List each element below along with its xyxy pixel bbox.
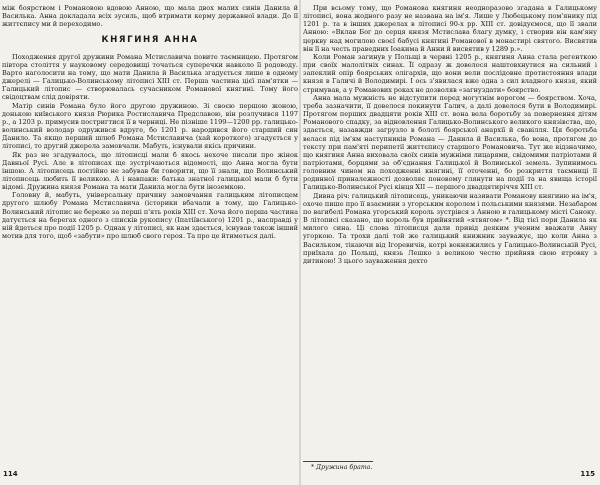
left-paragraph-4: Головну й, мабуть, універсальну причину замовчання галицьким літописцем другого шлюбу Романа Мстиславича (історики вбачали в тому, що Галицько-Волинський літопис не береже за перші п'ять років XIII ст. Хоча його перша частина датується на берегах одного з списків рукопису (Іпатіївського) 1201 р., насправді у ній йдеться про події 1205 р. Однак у літописі, як нам здається, існував також інший мотив для того, щоб «забути» про шлюб свого героя. Та про це йтиметься далі.	[2, 191, 298, 241]
footnote: * Дружина брата.	[311, 464, 373, 471]
footnote-divider	[303, 461, 373, 462]
left-page-text	[2, 4, 298, 240]
right-paragraph-2: Коли Роман загинув у Польщі в червні 1205 р., княгиня Анна стала регенткою при своїх малолітніх синах. Її одразу ж довелося наштовхнутися на сильний і запеклий опір боярських олігархів, що вони вели послідовне протистояння влади князя в Галичі й Володимирі. І ось з'явилася вже одна з сил владного князя, який стримував, а у Романових роках не дозволяв «загнуздати» боярство.	[303, 52, 597, 94]
right-paragraph-4: Дивна річ: галицький літописець, уникаючи називати Романову княгиню на ім'я, охоче пише про її взаємини з угорським королем і польськими князями. Незабаром по вагибелі Романа угорський король зустрівся з Анною в галицькому місті Саноку. В літописі сказано, що король був прийнятий «ятвягом» *. Від тієї пори Данила як милого сина. Ці слова літописця дали привід деяким ученим вважати Анну угоркою. Та трохи далі той же галицький книжник зауважує, що коли Анна з Васильком, тікаючи від Ігоревичів, котрі вокняжились у Галицько-Волинській Русі, приїхала до Польщі, князь Лешко з великою честю прийняв свою ятровку з дитиною! З цього зауваження дехто	[303, 191, 597, 265]
page-number-right: 115	[580, 470, 595, 478]
left-paragraph-2: Матір синів Романа було його другою дружиною. Зі своєю першою жоною, донькою київського князя Рюрика Ростиславича Предславою, він розлучився 1197 р., а 1203 р. примусив постригтися її в черниці. Не пізніше 1199—1200 рр. галицько-волинський володар одружився вдруге, бо 1201 р. народився його старший син Данило. Та якщо перший шлюб Романа Мстиславича (хай короткого) згадується у літописі, то другий джерела замовчали. Мабуть, існували якісь причини.	[2, 101, 298, 151]
left-paragraph-1: Походження другої дружини Романа Мстиславича повите таємницею. Протягом півтора століття у науковому середовищі точаться суперечки навколо її родоводу. Варто наголосити на тому, що мати Данила й Василька згадується лише в одному джерелі — Галицько-Волинському літописі XIII ст. Перша частина цієї пам'ятки — Галицький літопис — створювалась сучасником Романової княгині. Тому його свідоцтвам слід довіряти.	[2, 52, 298, 102]
chapter-title: КНЯГИНЯ АННА	[101, 35, 199, 46]
lead-paragraph: між боярством і Романовою вдовою Анною, що мала двох малих синів Данила й Василька. Анна докладала всіх зусиль, щоб втримати керму державної влади. До її життєпису ми й переходимо.	[2, 4, 298, 29]
left-page	[2, 4, 298, 478]
right-page	[303, 4, 597, 478]
right-page-text	[303, 4, 597, 265]
page-number-left: 114	[3, 470, 18, 478]
left-paragraph-3: Як раз не згадувалось, що літописці мали б якось нехоче писали про жінок Давньої Русі. Але в літописах ще зустрічаються відомості, що Анна могла бути іншою. А літописець постійно не забував би говорити, що її знали, що Волинський літописець любить її великою. А і навпаки: батька знатної галицької мали б бути відомі. Дружина князя Романа та мати Данила могла бути іноземкою.	[2, 150, 298, 192]
right-paragraph-3: Анна мала мужність не відступити перед могутнім ворогом — боярством. Хоча, треба зазначити, її довелося покинути Галич, а далі довелося бути в Володимирі. Протягом перших двадцяти років XIII ст. вона вела боротьбу за повернення дітям Романового спадку, за відновлення Галицько-Волинського великого князівства, що, здається, назавжди загрузло в болоті боярської анархії й свавілля. Ця боротьба велася під ім'ям наступників Романа — Данила й Василька, бо вона, протягом до тексту при пам'яті перипетії життєпису старшого Романовича. Тут же відзначимо, що княгиня Анна виховала своїх синів мужніми лицарями, свідомими патріотами й патріотами, борцями за об'єднання Галицької й Волинської земель. Зупинимось головним чином на походженні княгині, її оточенні, бо розкриття таємниці її родинної приналежності дозволяє поновому глянути на події та на явища історії Галицько-Волинської Русі кінця XII — першого двадцятиріччя XIII ст.	[303, 93, 597, 192]
book-gutter	[299, 0, 301, 485]
right-paragraph-1: При всьому тому, що Романова княгиня неодноразово згадана в Галицькому літописі, вона жодного разу не названа на ім'я. Лише у Любецькому пом'янику під 1201 р. та в інших джерелах в літописі 90-х рр. XIII ст. довідуємося, що її звали Анною: «Вклав Бог до серця князя Мстислава благу думку, і створив він кам'яну церкву над могилою своєї бабусі княгині Романової в монастирі святого. Висвятив він її на честь праведних Іоакима й Анни й висвятив у 1289 р.».	[303, 4, 597, 53]
